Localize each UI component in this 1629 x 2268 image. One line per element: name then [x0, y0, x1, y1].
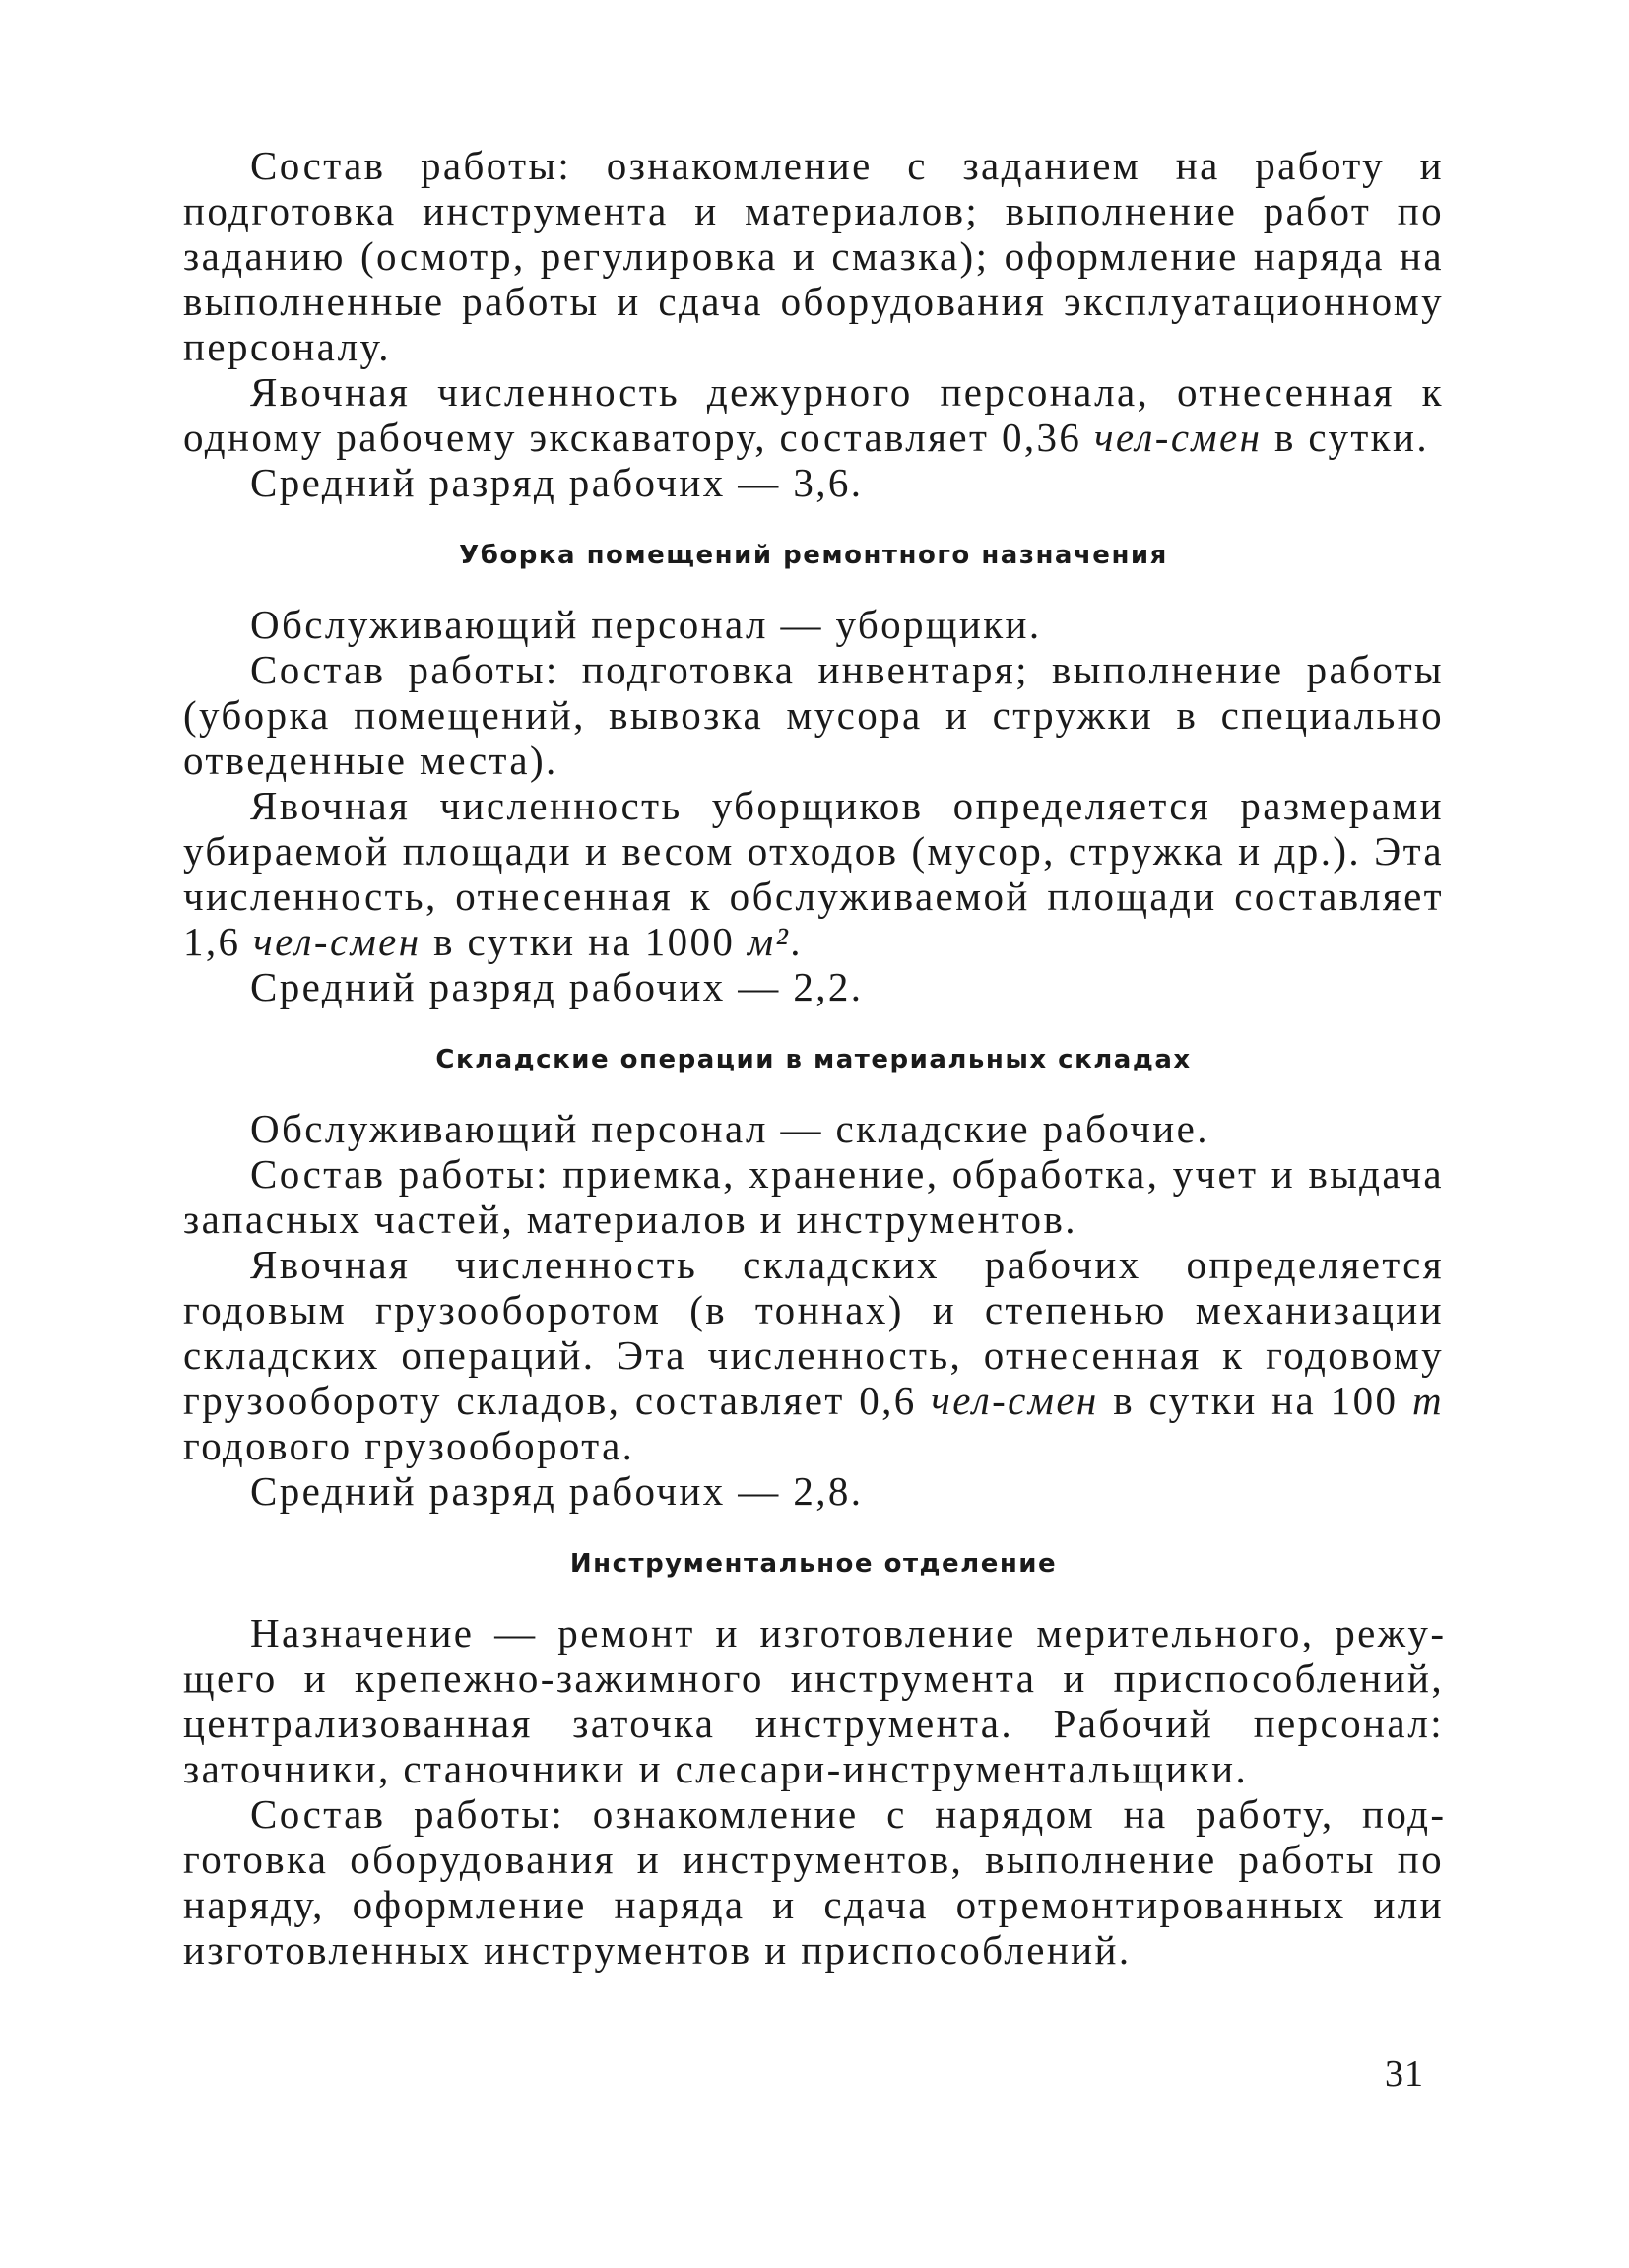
unit-text: т	[1411, 1378, 1444, 1423]
paragraph	[183, 1151, 1444, 1242]
paragraph	[183, 143, 1444, 369]
section-heading: Уборка помещений ремонтного назначения	[459, 541, 1168, 570]
paragraph-text: Явочная численность уборщиков определяется размерами убираемой площади и весом отходов (мусор, стружка и др.). Эта численность, отнесенная к обслуживаемой площади составляет 1,6	[183, 783, 1444, 964]
paragraph	[183, 1791, 1444, 1973]
unit-text: чел-смен	[253, 919, 422, 964]
paragraph-text: Обслуживающий персонал — уборщики.	[250, 602, 1042, 647]
paragraph	[183, 964, 1444, 1009]
paragraph-text: в сутки.	[1262, 415, 1429, 460]
paragraph-text: в сутки на 100	[1098, 1378, 1412, 1423]
paragraph-text: в сутки на 1000	[421, 919, 748, 964]
paragraph	[183, 460, 1444, 505]
paragraph-text: Состав работы: подготовка инвентаря; выполнение работы (уборка помещений, вывозка мусора и стружки в специально отведенные места).	[183, 647, 1444, 783]
paragraph	[183, 602, 1444, 647]
paragraph	[183, 369, 1444, 460]
paragraph-text: Назначение — ремонт и изготовление мерительного, режущего и крепежно-зажимного инструмента и приспособлений, централизованная заточка инструмента. Рабочий персонал: заточники, станочники и слесари-инструментальщики.	[183, 1610, 1444, 1791]
paragraph-text: Состав работы: ознакомление с нарядом на работу, подготовка оборудования и инструментов, выполнение работы по наряду, оформление наряда и сдача отремонтированных или изготовленных инструментов и приспособлений.	[183, 1791, 1444, 1973]
unit-text: чел-смен	[931, 1378, 1099, 1423]
page-number: 31	[1385, 2053, 1424, 2095]
paragraph-text: Средний разряд рабочих — 2,2.	[250, 964, 864, 1009]
paragraph-text: Средний разряд рабочих — 2,8.	[250, 1468, 864, 1514]
document-body	[183, 143, 1444, 1973]
paragraph-text: Явочная численность складских рабочих определяется годовым грузооборотом (в тоннах) и степенью механизации складских операций. Эта численность, отнесенная к годовому грузообороту складов, составляет 0,6	[183, 1242, 1444, 1423]
paragraph-text: Состав работы: приемка, хранение, обработка, учет и выдача запасных частей, материалов и инструментов.	[183, 1151, 1444, 1242]
paragraph	[183, 1610, 1444, 1791]
paragraph-text: Средний разряд рабочих — 3,6.	[250, 460, 864, 505]
section-heading: Инструментальное отделение	[569, 1549, 1058, 1579]
paragraph-text: годового грузооборота.	[183, 1423, 635, 1468]
section-heading: Складские операции в материальных складах	[435, 1045, 1192, 1074]
paragraph-text: Явочная численность дежурного персонала, отнесенная к одному рабочему экскаватору, составляет 0,36	[183, 369, 1444, 460]
unit-text: м²	[747, 919, 791, 964]
paragraph	[183, 783, 1444, 964]
paragraph-text: .	[790, 919, 803, 964]
unit-text: чел-смен	[1093, 415, 1263, 460]
paragraph	[183, 1468, 1444, 1514]
paragraph	[183, 1242, 1444, 1468]
paragraph	[183, 647, 1444, 783]
paragraph-text: Обслуживающий персонал — складские рабочие.	[250, 1106, 1209, 1151]
paragraph-text: Состав работы: ознакомление с заданием на работу и подготовка инструмента и материалов; выполнение работ по заданию (осмотр, регулировка и смазка); оформление наряда на выполненные работы и сдача оборудования эксплуатационному персоналу.	[183, 143, 1444, 369]
paragraph	[183, 1106, 1444, 1151]
